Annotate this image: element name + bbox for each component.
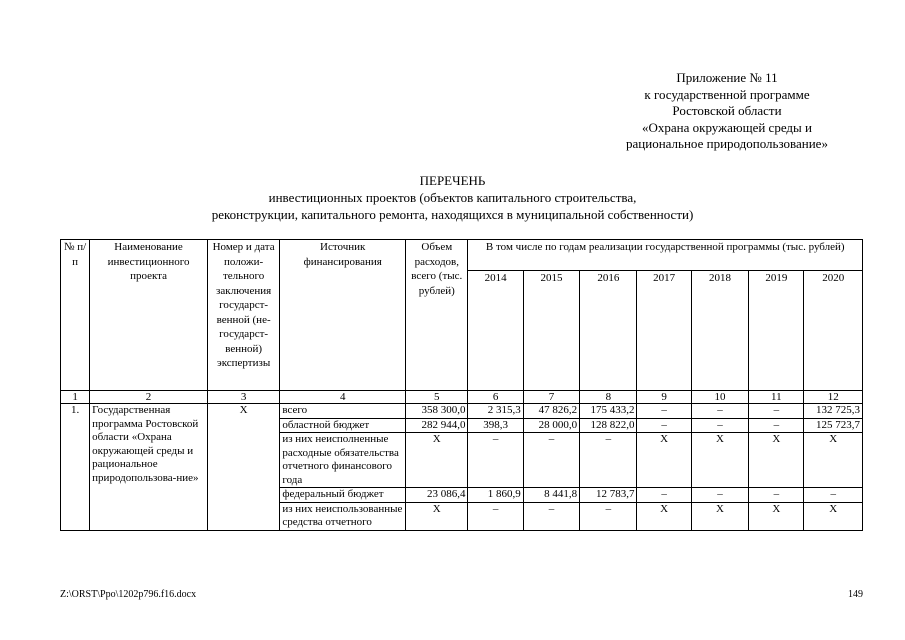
value-cell: – <box>637 418 691 433</box>
value-cell: 358 300,0 <box>406 404 468 419</box>
appendix-line: «Охрана окружающей среды и <box>642 119 812 135</box>
value-cell: Х <box>637 502 691 530</box>
page-number: 149 <box>848 589 863 600</box>
header-year: 2016 <box>580 271 637 391</box>
value-cell: 175 433,2 <box>580 404 637 419</box>
appendix-header <box>597 70 857 153</box>
value-cell: – <box>580 502 637 530</box>
value-cell: – <box>804 488 863 503</box>
header-conclusion: Номер и дата положи-тельного заключения государст-венной (не-государст-венной) экспертизы <box>207 240 279 391</box>
appendix-line: к государственной программе <box>644 86 810 102</box>
column-number: 6 <box>468 391 523 404</box>
column-number: 3 <box>207 391 279 404</box>
value-cell: Х <box>637 433 691 488</box>
header-year: 2015 <box>523 271 579 391</box>
table-row <box>61 404 863 419</box>
project-name: Государственная программа Ростовской области «Охрана окружающей среды и рациональное природопользова-ние» <box>90 404 208 531</box>
value-cell: – <box>637 488 691 503</box>
value-cell: 125 723,7 <box>804 418 863 433</box>
column-number: 5 <box>406 391 468 404</box>
title-heading: ПЕРЕЧЕНЬ <box>419 173 486 188</box>
column-number: 10 <box>691 391 748 404</box>
value-cell: – <box>749 418 804 433</box>
header-year: 2014 <box>468 271 523 391</box>
value-cell: Х <box>749 502 804 530</box>
value-cell: Х <box>749 433 804 488</box>
value-cell: – <box>749 404 804 419</box>
value-cell: 8 441,8 <box>523 488 579 503</box>
value-cell: – <box>691 404 748 419</box>
header-years-group: В том числе по годам реализации государственной программы (тыс. рублей) <box>468 240 863 271</box>
column-number: 4 <box>280 391 406 404</box>
column-number: 7 <box>523 391 579 404</box>
column-number: 11 <box>749 391 804 404</box>
value-cell: 282 944,0 <box>406 418 468 433</box>
source-cell: всего <box>280 404 406 419</box>
value-cell: 1 860,9 <box>468 488 523 503</box>
header-year: 2018 <box>691 271 748 391</box>
value-cell: – <box>580 433 637 488</box>
header-num: № п/п <box>61 240 90 391</box>
header-source: Источник финансирования <box>280 240 406 391</box>
source-cell: из них неисполненные расходные обязательства отчетного финансового года <box>280 433 406 488</box>
value-cell: – <box>523 502 579 530</box>
column-number: 2 <box>90 391 208 404</box>
header-row <box>61 240 863 271</box>
value-cell: 2 315,3 <box>468 404 523 419</box>
value-cell: Х <box>691 433 748 488</box>
value-cell: 132 725,3 <box>804 404 863 419</box>
header-total: Объем расходов, всего (тыс. рублей) <box>406 240 468 391</box>
column-number: 12 <box>804 391 863 404</box>
investment-projects-table <box>60 239 863 531</box>
value-cell: Х <box>804 433 863 488</box>
header-name: Наименование инвестиционного проекта <box>90 240 208 391</box>
value-cell: Х <box>406 433 468 488</box>
value-cell: – <box>468 433 523 488</box>
column-number: 1 <box>61 391 90 404</box>
value-cell: Х <box>691 502 748 530</box>
value-cell: 28 000,0 <box>523 418 579 433</box>
column-number-row <box>61 391 863 404</box>
source-cell: областной бюджет <box>280 418 406 433</box>
project-num: 1. <box>61 404 90 531</box>
value-cell: 398,3 <box>468 418 523 433</box>
column-number: 9 <box>637 391 691 404</box>
title-subtitle-line: реконструкции, капитального ремонта, находящихся в муниципальной собственности) <box>211 207 694 222</box>
value-cell: – <box>637 404 691 419</box>
value-cell: – <box>691 488 748 503</box>
title-subtitle-line: инвестиционных проектов (объектов капитального строительства, <box>268 190 637 205</box>
value-cell: 47 826,2 <box>523 404 579 419</box>
column-number: 8 <box>580 391 637 404</box>
source-cell: из них неиспользованные средства отчетного <box>280 502 406 530</box>
project-conclusion: Х <box>207 404 279 531</box>
appendix-line: Ростовской области <box>672 103 782 118</box>
value-cell: 12 783,7 <box>580 488 637 503</box>
document-title <box>0 172 905 223</box>
appendix-line: Приложение № 11 <box>676 70 778 85</box>
value-cell: – <box>468 502 523 530</box>
header-year: 2019 <box>749 271 804 391</box>
value-cell: – <box>691 418 748 433</box>
header-year: 2017 <box>637 271 691 391</box>
value-cell: Х <box>804 502 863 530</box>
value-cell: 23 086,4 <box>406 488 468 503</box>
value-cell: – <box>749 488 804 503</box>
appendix-line: рациональное природопользование» <box>626 136 828 151</box>
header-year: 2020 <box>804 271 863 391</box>
source-cell: федеральный бюджет <box>280 488 406 503</box>
file-path: Z:\ORST\Ppo\1202p796.f16.docx <box>60 589 197 600</box>
value-cell: 128 822,0 <box>580 418 637 433</box>
value-cell: Х <box>406 502 468 530</box>
value-cell: – <box>523 433 579 488</box>
